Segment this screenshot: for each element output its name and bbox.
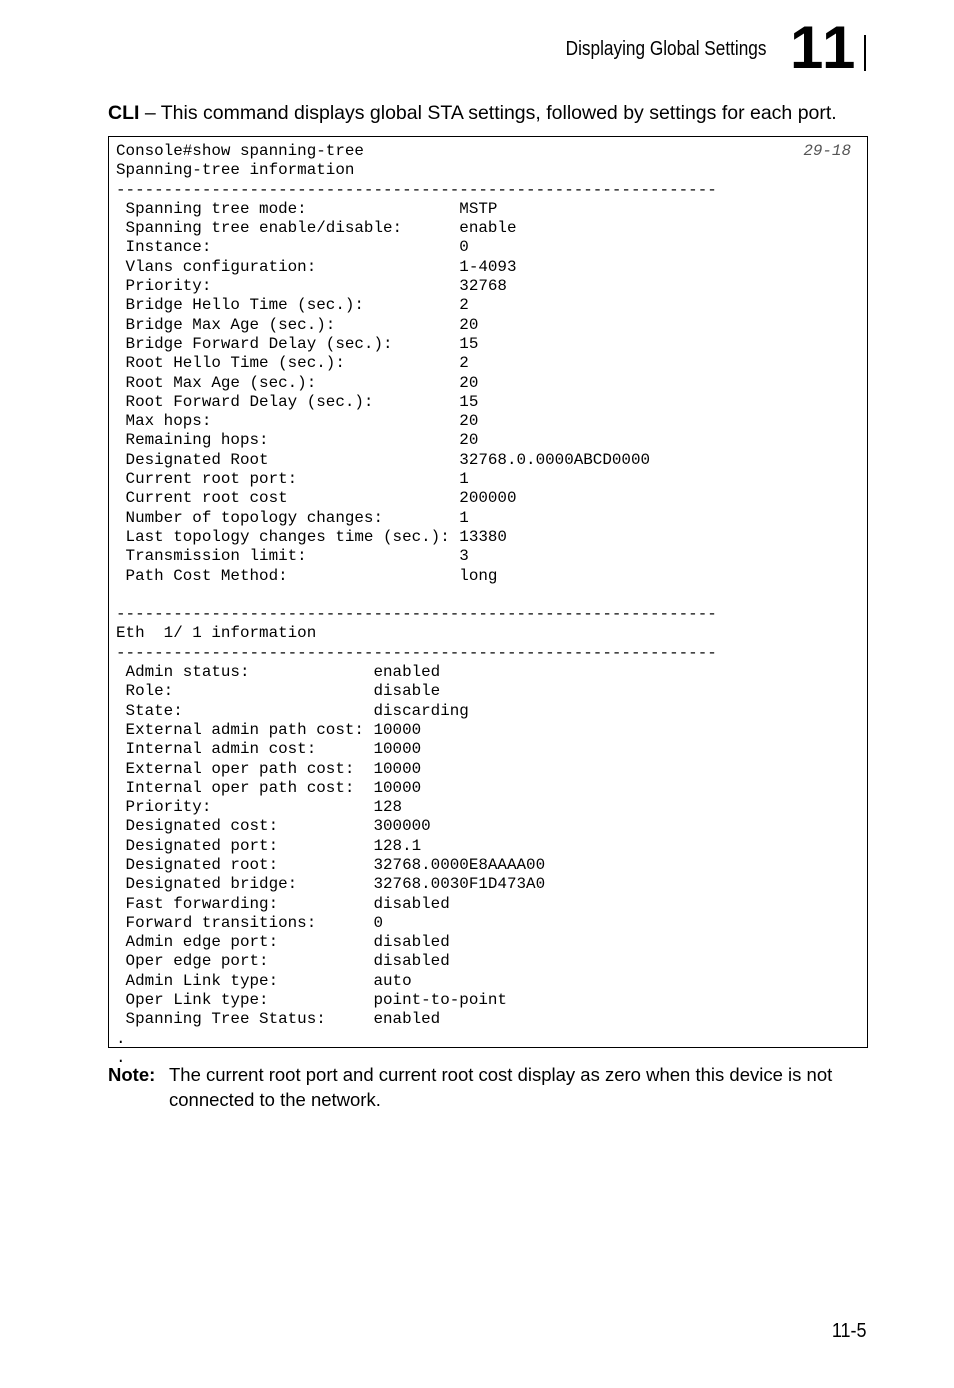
code-line: Designated cost: 300000 (116, 817, 431, 836)
code-line: Spanning tree mode: MSTP (116, 199, 498, 218)
code-line: Oper edge port: disabled (116, 952, 450, 971)
code-line: Forward transitions: 0 (116, 913, 384, 932)
code-line: Spanning tree enable/disable: enable (116, 219, 517, 238)
code-line: Admin edge port: disabled (116, 933, 450, 952)
code-line: Oper Link type: point-to-point (116, 991, 507, 1010)
reference-number: 29-18 (803, 142, 851, 160)
code-line: Admin Link type: auto (116, 971, 412, 990)
note-label: Note: (108, 1064, 156, 1085)
code-line: Instance: 0 (116, 238, 469, 257)
code-line: Spanning Tree Status: enabled (116, 1010, 441, 1029)
chapter-number: 11 (790, 14, 858, 81)
code-line: . (116, 1029, 126, 1048)
code-line: Root Max Age (sec.): 20 (116, 373, 479, 392)
note-text: The current root port and current root cost display as zero when this device is not connected to the network. (169, 1064, 833, 1110)
code-line: Designated bridge: 32768.0030F1D473A0 (116, 875, 546, 894)
code-line: Designated port: 128.1 (116, 836, 422, 855)
code-line: Last topology changes time (sec.): 13380 (116, 527, 507, 546)
code-line: --------------------------------------------------------------- (116, 643, 717, 662)
page-number: 11-5 (832, 1320, 867, 1342)
header-title: Displaying Global Settings (565, 38, 766, 60)
code-line: Eth 1/ 1 information (116, 624, 317, 643)
code-line: Admin status: enabled (116, 663, 441, 682)
code-line: Path Cost Method: long (116, 566, 498, 585)
code-line: Internal oper path cost: 10000 (116, 778, 422, 797)
code-line: --------------------------------------------------------------- (116, 180, 717, 199)
intro-paragraph (108, 102, 837, 125)
code-line: Root Forward Delay (sec.): 15 (116, 392, 479, 411)
intro-text: – This command displays global STA settings, followed by settings for each port. (139, 102, 837, 124)
code-box (108, 136, 868, 1067)
code-line: External admin path cost: 10000 (116, 720, 422, 739)
code-line: Transmission limit: 3 (116, 547, 469, 566)
code-line: External oper path cost: 10000 (116, 759, 422, 778)
code-line: Bridge Hello Time (sec.): 2 (116, 296, 469, 315)
code-line: Current root cost 200000 (116, 489, 517, 508)
code-line: Vlans configuration: 1-4093 (116, 257, 517, 276)
code-line: Max hops: 20 (116, 412, 479, 431)
code-line: Root Hello Time (sec.): 2 (116, 354, 469, 373)
code-line: State: discarding (116, 701, 469, 720)
code-line: Role: disable (116, 682, 441, 701)
code-line: Remaining hops: 20 (116, 431, 479, 450)
code-line: Priority: 32768 (116, 277, 507, 296)
code-line: Bridge Forward Delay (sec.): 15 (116, 334, 479, 353)
code-line: Bridge Max Age (sec.): 20 (116, 315, 479, 334)
code-line: . (116, 1048, 126, 1067)
chapter-rule (864, 35, 866, 71)
code-line: Number of topology changes: 1 (116, 508, 469, 527)
code-line: Console#show spanning-tree (116, 142, 364, 160)
code-line: --------------------------------------------------------------- (116, 605, 717, 624)
code-line: Internal admin cost: 10000 (116, 740, 422, 759)
code-line: Fast forwarding: disabled (116, 894, 450, 913)
code-line: Priority: 128 (116, 798, 403, 817)
code-line: Current root port: 1 (116, 470, 469, 489)
code-line: Designated root: 32768.0000E8AAAA00 (116, 855, 546, 874)
cli-label: CLI (108, 102, 140, 124)
code-line: Spanning-tree information (116, 161, 355, 180)
code-listing (116, 142, 717, 1068)
code-line: Designated Root 32768.0.0000ABCD0000 (116, 450, 651, 469)
